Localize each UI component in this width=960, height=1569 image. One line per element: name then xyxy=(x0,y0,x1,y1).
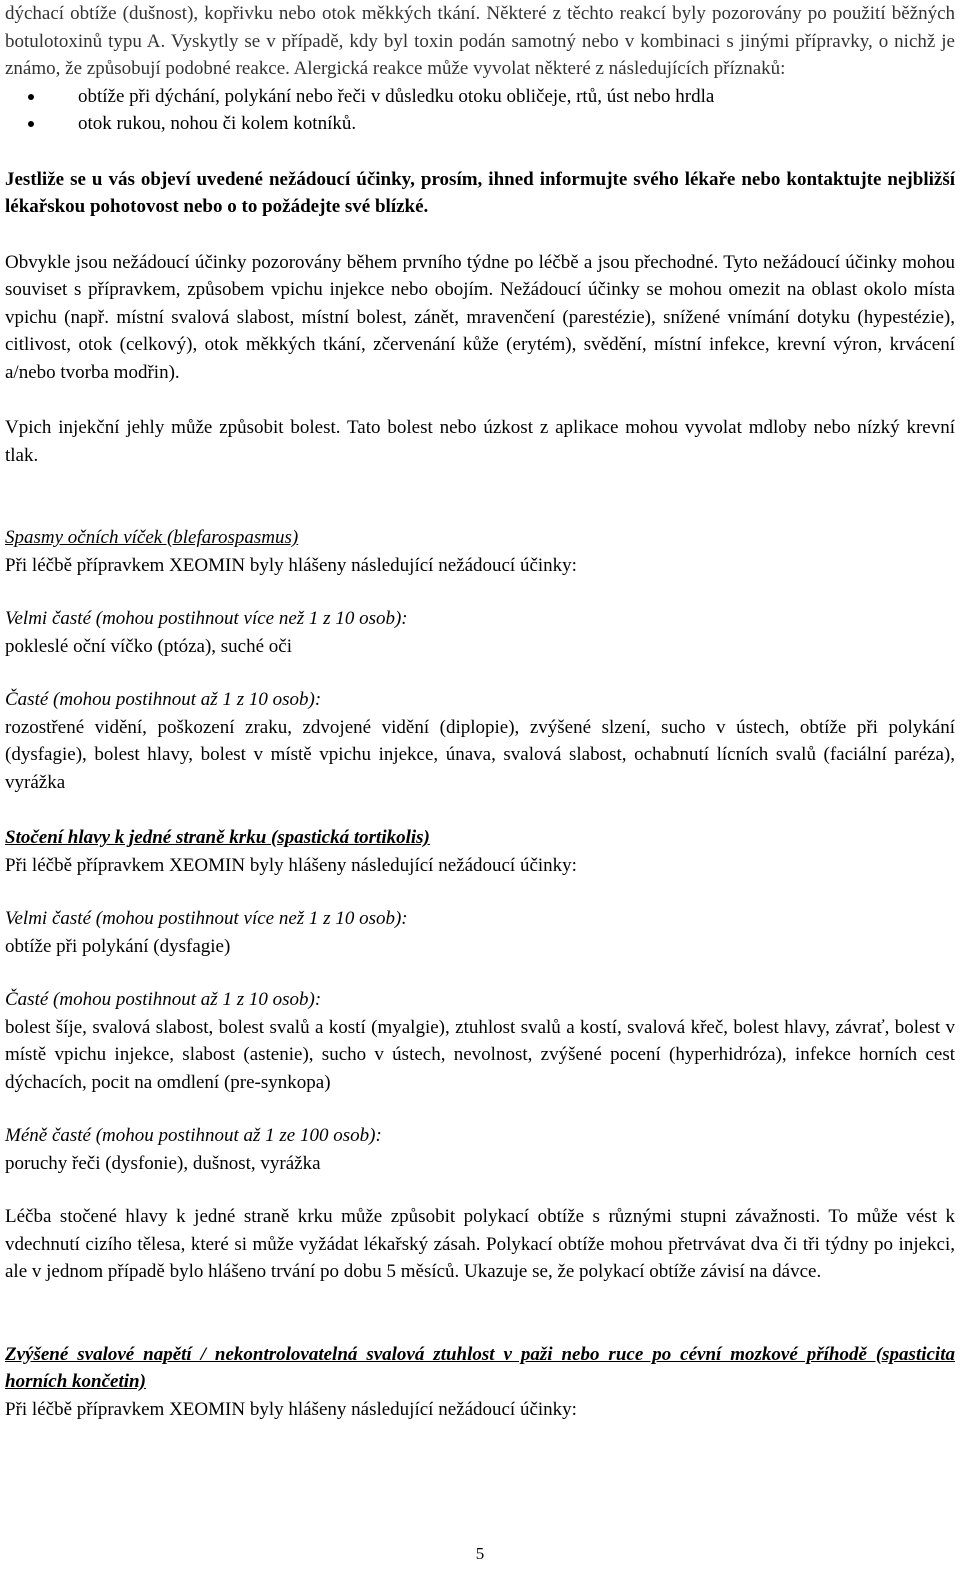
blepharospasm-very-common-text: pokleslé oční víčko (ptóza), suché oči xyxy=(5,635,293,657)
allergy-symptom-list xyxy=(5,83,955,138)
spacer xyxy=(5,1096,955,1122)
spacer xyxy=(5,221,955,249)
needle-paragraph: Vpich injekční jehly může způsobit bolest. Tato bolest nebo úzkost z aplikace mohou vyvolat mdloby nebo nízký krevní tlak. xyxy=(5,417,955,466)
spacer xyxy=(5,138,955,166)
torticollis-heading: Stočení hlavy k jedné straně krku (spastická tortikolis) xyxy=(5,827,430,848)
spacer xyxy=(5,1286,955,1341)
blepharospasm-reported: Při léčbě přípravkem XEOMIN byly hlášeny následující nežádoucí účinky: xyxy=(5,554,577,576)
list-item: otok rukou, nohou či kolem kotníků. xyxy=(5,110,955,138)
blepharospasm-common-text: rozostřené vidění, poškození zraku, zdvojené vidění (diplopie), zvýšené slzení, sucho v ústech, obtíže při polykání (dysfagie), bolest hlavy, bolest v místě vpichu injekce, únava, svalová slabost, ochabnutí lícních svalů (faciální paréza), vyrážka xyxy=(5,716,955,793)
spacer xyxy=(5,796,955,824)
torticollis-uncommon-text: poruchy řeči (dysfonie), dušnost, vyrážka xyxy=(5,1152,321,1174)
spasticity-heading: Zvýšené svalové napětí / nekontrolovatelná svalová ztuhlost v paži nebo ruce po cévní mozkové příhodě (spasticita horních končetin) xyxy=(5,1343,955,1392)
blepharospasm-very-common-label: Velmi časté (mohou postihnout více než 1 z 10 osob): xyxy=(5,608,408,629)
torticollis-uncommon-label: Méně časté (mohou postihnout až 1 ze 100 osob): xyxy=(5,1125,382,1146)
spasticity-reported: Při léčbě přípravkem XEOMIN byly hlášeny následující nežádoucí účinky: xyxy=(5,1398,577,1420)
spacer xyxy=(5,660,955,686)
spacer xyxy=(5,879,955,905)
intro-paragraph: dýchací obtíže (dušnost), kopřivku nebo otok měkkých tkání. Některé z těchto reakcí byly pozorovány po použití běžných botulotoxinů typu A. Vyskytly se v případě, kdy byl toxin podán samotný nebo v kombinaci s jinými přípravky, o nichž je známo, že způsobují podobné reakce. Alergická reakce může vyvolat některé z následujících příznaků: xyxy=(5,3,955,79)
torticollis-reported: Při léčbě přípravkem XEOMIN byly hlášeny následující nežádoucí účinky: xyxy=(5,854,577,876)
spacer xyxy=(5,386,955,414)
torticollis-common-text: bolest šíje, svalová slabost, bolest svalů a kostí (myalgie), ztuhlost svalů a kostí, svalová křeč, bolest hlavy, závrať, bolest v místě vpichu injekce, slabost (astenie), sucho v ústech, nevolnost, zvýšené pocení (hyperhidróza), infekce horních cest dýchacích, pocit na omdlení (pre-synkopa) xyxy=(5,1016,955,1093)
spacer xyxy=(5,469,955,524)
document-page xyxy=(5,0,955,1423)
torticollis-swallowing-note: Léčba stočené hlavy k jedné straně krku může způsobit polykací obtíže s různými stupni závažnosti. To může vést k vdechnutí cizího tělesa, které si může vyžádat lékařský zásah. Polykací obtíže mohou přetrvávat dva či tři týdny po injekci, ale v jednom případě bylo hlášeno trvání po dobu 5 měsíců. Ukazuje se, že polykací obtíže závisí na dávce. xyxy=(5,1206,955,1282)
torticollis-very-common-label: Velmi časté (mohou postihnout více než 1 z 10 osob): xyxy=(5,908,408,929)
blepharospasm-heading: Spasmy očních víček (blefarospasmus) xyxy=(5,527,299,548)
spacer xyxy=(5,1177,955,1203)
page-number: 5 xyxy=(475,1544,485,1563)
spacer xyxy=(5,579,955,605)
warning-paragraph: Jestliže se u vás objeví uvedené nežádoucí účinky, prosím, ihned informujte svého lékaře nebo kontaktujte nejbližší lékařskou pohotovost nebo o to požádejte své blízké. xyxy=(5,168,955,217)
spacer xyxy=(5,960,955,986)
torticollis-very-common-text: obtíže při polykání (dysfagie) xyxy=(5,935,231,957)
blepharospasm-common-label: Časté (mohou postihnout až 1 z 10 osob): xyxy=(5,689,322,710)
list-item: obtíže při dýchání, polykání nebo řeči v důsledku otoku obličeje, rtů, úst nebo hrdla xyxy=(5,83,955,111)
usual-effects-paragraph: Obvykle jsou nežádoucí účinky pozorovány během prvního týdne po léčbě a jsou přechodné. Tyto nežádoucí účinky mohou souviset s přípravkem, způsobem vpichu injekce nebo obojím. Nežádoucí účinky se mohou omezit na oblast okolo místa vpichu (např. místní svalová slabost, místní bolest, zánět, mravenčení (parestézie), snížené vnímání dotyku (hypestézie), citlivost, otok (celkový), otok měkkých tkání, zčervenání kůže (erytém), svědění, místní infekce, krevní výron, krvácení a/nebo tvorba modřin). xyxy=(5,251,955,383)
torticollis-common-label: Časté (mohou postihnout až 1 z 10 osob): xyxy=(5,989,322,1010)
